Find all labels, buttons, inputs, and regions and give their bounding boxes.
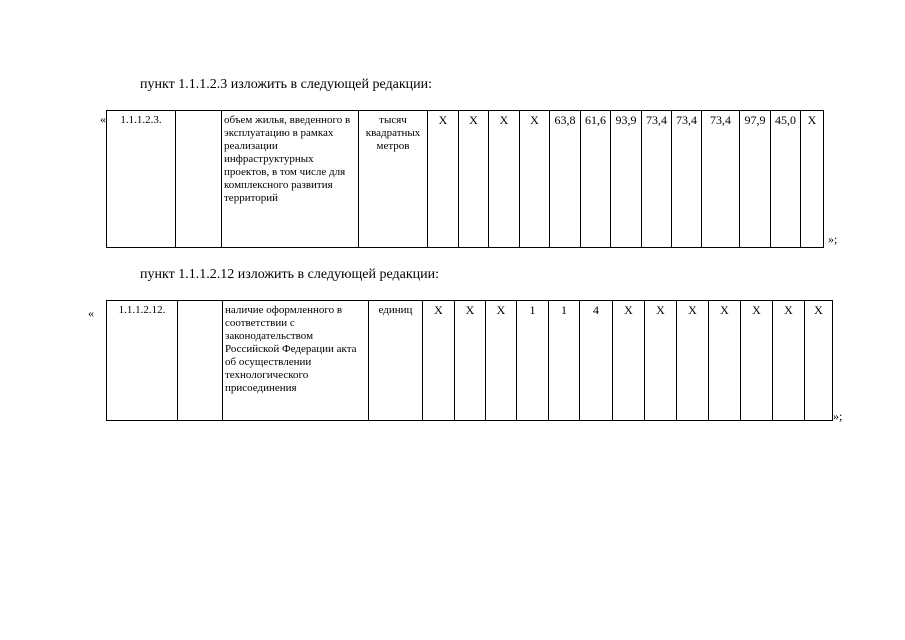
section1-open-quote: « — [100, 112, 106, 126]
value-cell: 4 — [580, 301, 613, 421]
indicator-name: наличие оформленного в соответствии с законодательством Российской Федерации акта об осуществлении технологического присоединения — [223, 301, 369, 421]
section2-close-quote: »; — [833, 409, 843, 423]
value-cell: Х — [459, 111, 489, 248]
section1-heading: пункт 1.1.1.2.3 изложить в следующей редакции: — [140, 77, 432, 92]
value-cell: Х — [741, 301, 773, 421]
value-cell: Х — [677, 301, 709, 421]
value-cell: 73,4 — [672, 111, 702, 248]
indicator-name: объем жилья, введенного в эксплуатацию в рамках реализации инфраструктурных проектов, в том числе для комплексного развития территорий — [222, 111, 359, 248]
value-cell: Х — [773, 301, 805, 421]
value-cell: Х — [423, 301, 455, 421]
value-cell: Х — [428, 111, 459, 248]
value-cell: Х — [520, 111, 550, 248]
value-cell: 63,8 — [550, 111, 581, 248]
row-number: 1.1.1.2.12. — [107, 301, 178, 421]
value-cell: 1 — [549, 301, 580, 421]
value-cell: Х — [801, 111, 824, 248]
section1-table — [106, 110, 824, 248]
value-cell: 93,9 — [611, 111, 642, 248]
table-row — [107, 111, 824, 248]
unit-cell: тысяч квадратных метров — [359, 111, 428, 248]
row-number: 1.1.1.2.3. — [107, 111, 176, 248]
value-cell: Х — [709, 301, 741, 421]
blank-cell — [176, 111, 222, 248]
table-row — [107, 301, 833, 421]
blank-cell — [178, 301, 223, 421]
value-cell: 61,6 — [581, 111, 611, 248]
value-cell: Х — [645, 301, 677, 421]
value-cell: Х — [486, 301, 517, 421]
section1-close-quote: »; — [828, 232, 838, 246]
value-cell: Х — [613, 301, 645, 421]
value-cell: 73,4 — [642, 111, 672, 248]
value-cell: Х — [805, 301, 833, 421]
section2-heading: пункт 1.1.1.2.12 изложить в следующей редакции: — [140, 267, 439, 282]
section2-open-quote: « — [88, 306, 94, 320]
value-cell: 97,9 — [740, 111, 771, 248]
unit-cell: единиц — [369, 301, 423, 421]
value-cell: 1 — [517, 301, 549, 421]
value-cell: Х — [455, 301, 486, 421]
value-cell: 73,4 — [702, 111, 740, 248]
section2-table — [106, 300, 833, 421]
value-cell: 45,0 — [771, 111, 801, 248]
value-cell: Х — [489, 111, 520, 248]
